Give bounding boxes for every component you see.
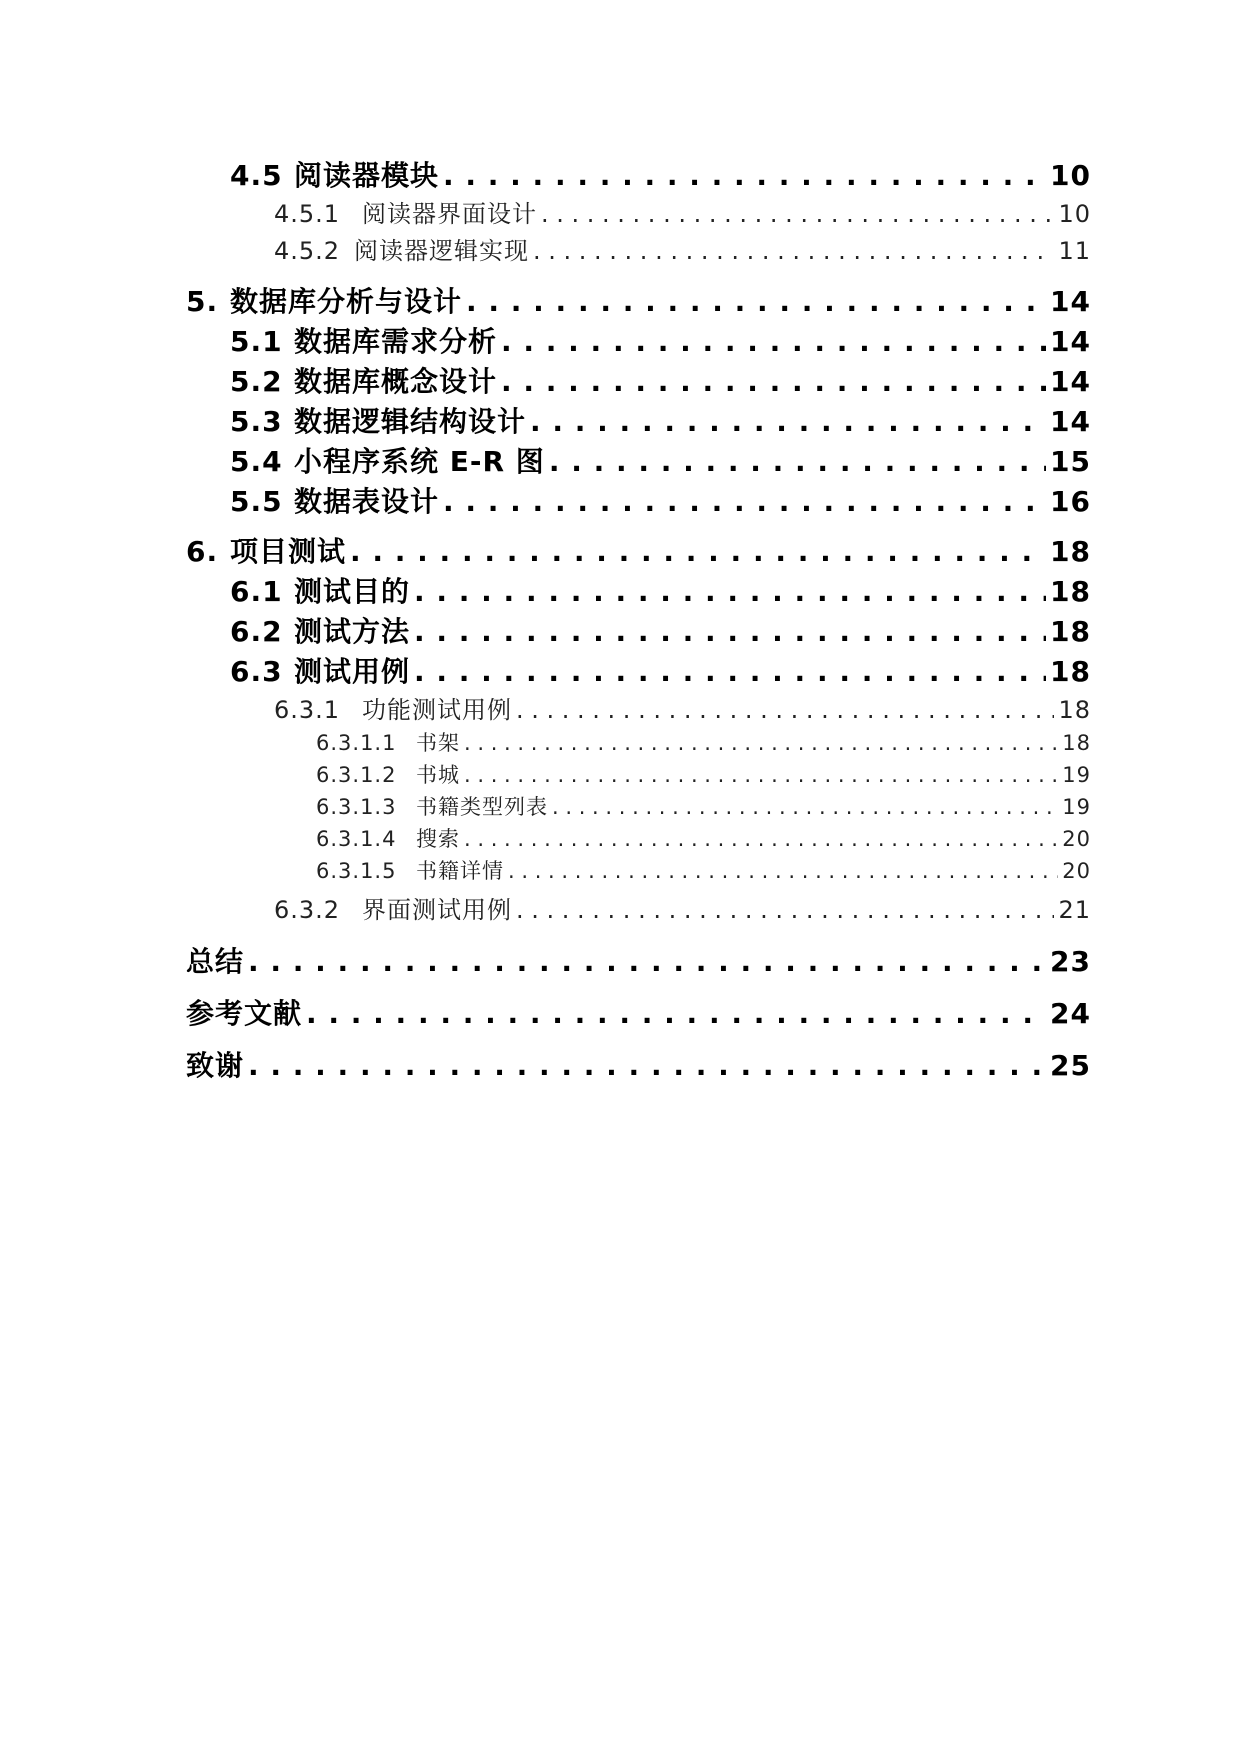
toc-leader [466,285,1046,318]
toc-number: 5.1 [230,325,283,358]
toc-leader [501,325,1046,358]
toc-entry-references[interactable] [186,992,1091,1032]
toc-leader [414,575,1046,608]
toc-leader [549,445,1046,478]
toc-leader [464,731,1058,755]
toc-title: 书籍类型列表 [416,795,548,819]
toc-entry-6-3-2[interactable] [274,890,1091,925]
toc-number: 5. [186,285,219,318]
toc-number: 6.3.2 [274,896,341,924]
toc-page: 18 [1062,731,1091,755]
toc-entry-4-5[interactable] [230,154,1091,194]
toc-title: 书籍详情 [416,859,504,883]
toc-entry-6[interactable] [186,530,1091,570]
toc-title: 参考文献 [186,997,303,1030]
toc-page: 14 [1050,325,1091,358]
toc-number: 6.3.1.4 [316,827,397,851]
toc-entry-5[interactable] [186,280,1091,320]
toc-entry-6-3-1-4[interactable] [316,823,1091,853]
toc-number: 6.2 [230,615,283,648]
toc-leader [508,859,1058,883]
toc-page: 18 [1050,615,1091,648]
toc-entry-5-5[interactable] [230,480,1091,520]
toc-leader [414,615,1046,648]
toc-number: 6.3.1.5 [316,859,397,883]
toc-number: 5.3 [230,405,283,438]
toc-title: 项目测试 [230,535,347,568]
toc-page: 24 [1050,997,1091,1030]
toc-leader [464,763,1058,787]
toc-page: 18 [1050,535,1091,568]
toc-title: 小程序系统 E-R 图 [294,445,545,478]
toc-number: 6.1 [230,575,283,608]
toc-number: 4.5 [230,159,283,192]
toc-page: 10 [1058,200,1091,228]
toc-page: 16 [1050,485,1091,518]
toc-page: 14 [1050,285,1091,318]
toc-title: 数据逻辑结构设计 [294,405,527,438]
toc-leader [516,896,1054,924]
toc-leader [350,535,1046,568]
toc-number: 6. [186,535,219,568]
toc-entry-6-1[interactable] [230,570,1091,610]
toc-leader [443,485,1046,518]
toc-title: 测试方法 [294,615,411,648]
toc-leader [541,200,1054,228]
toc-leader [443,159,1046,192]
toc-page: 10 [1050,159,1091,192]
toc-number: 4.5.1 [274,200,341,228]
toc-title: 数据表设计 [294,485,440,518]
toc-number: 6.3.1 [274,696,341,724]
toc-page: 19 [1062,763,1091,787]
toc-page: 25 [1050,1049,1091,1082]
toc-entry-5-4[interactable] [230,440,1091,480]
toc-number: 6.3.1.3 [316,795,397,819]
toc-title: 数据库需求分析 [294,325,498,358]
toc-entry-5-1[interactable] [230,320,1091,360]
toc-page: 19 [1062,795,1091,819]
toc-leader [464,827,1058,851]
toc-leader [530,405,1046,438]
toc-entry-4-5-2[interactable] [274,231,1091,266]
toc-title: 阅读器逻辑实现 [354,237,529,265]
toc-title: 界面测试用例 [362,896,512,924]
toc-leader [552,795,1058,819]
toc-leader [516,696,1054,724]
toc-title: 测试用例 [294,655,411,688]
toc-title: 致谢 [186,1049,245,1082]
toc-entry-6-3[interactable] [230,650,1091,690]
toc-page: 14 [1050,365,1091,398]
toc-number: 4.5.2 [274,237,341,265]
toc-page: 15 [1050,445,1091,478]
toc-leader [248,945,1046,978]
toc-title: 书城 [416,763,460,787]
toc-title: 阅读器界面设计 [362,200,537,228]
toc-number: 6.3.1.2 [316,763,397,787]
toc-page: 18 [1058,696,1091,724]
toc-title: 书架 [416,731,460,755]
toc-entry-6-3-1-5[interactable] [316,855,1091,885]
toc-title: 搜索 [416,827,460,851]
toc-title: 阅读器模块 [294,159,440,192]
toc-page: 20 [1062,859,1091,883]
toc-leader [306,997,1046,1030]
toc-number: 5.2 [230,365,283,398]
toc-leader [533,237,1054,265]
toc-number: 5.4 [230,445,283,478]
toc-entry-5-3[interactable] [230,400,1091,440]
toc-title: 功能测试用例 [362,696,512,724]
toc-page: 23 [1050,945,1091,978]
toc-number: 5.5 [230,485,283,518]
toc-entry-6-2[interactable] [230,610,1091,650]
toc-entry-6-3-1[interactable] [274,690,1091,725]
toc-page: 21 [1058,896,1091,924]
toc-leader [414,655,1046,688]
toc-entry-summary[interactable] [186,940,1091,980]
toc-page: 11 [1058,237,1091,265]
toc-entry-4-5-1[interactable] [274,194,1091,229]
toc-entry-6-3-1-3[interactable] [316,791,1091,821]
toc-page: 14 [1050,405,1091,438]
toc-title: 数据库分析与设计 [230,285,463,318]
toc-title: 数据库概念设计 [294,365,498,398]
toc-page: 18 [1050,575,1091,608]
toc-page: 18 [1050,655,1091,688]
toc-entry-acknowledgements[interactable] [186,1044,1091,1084]
toc-number: 6.3 [230,655,283,688]
toc-entry-6-3-1-2[interactable] [316,759,1091,789]
toc-title: 测试目的 [294,575,411,608]
toc-leader [248,1049,1046,1082]
toc-page: 20 [1062,827,1091,851]
toc-entry-6-3-1-1[interactable] [316,727,1091,757]
toc-number: 6.3.1.1 [316,731,397,755]
toc-title: 总结 [186,945,245,978]
toc-entry-5-2[interactable] [230,360,1091,400]
toc-leader [501,365,1046,398]
